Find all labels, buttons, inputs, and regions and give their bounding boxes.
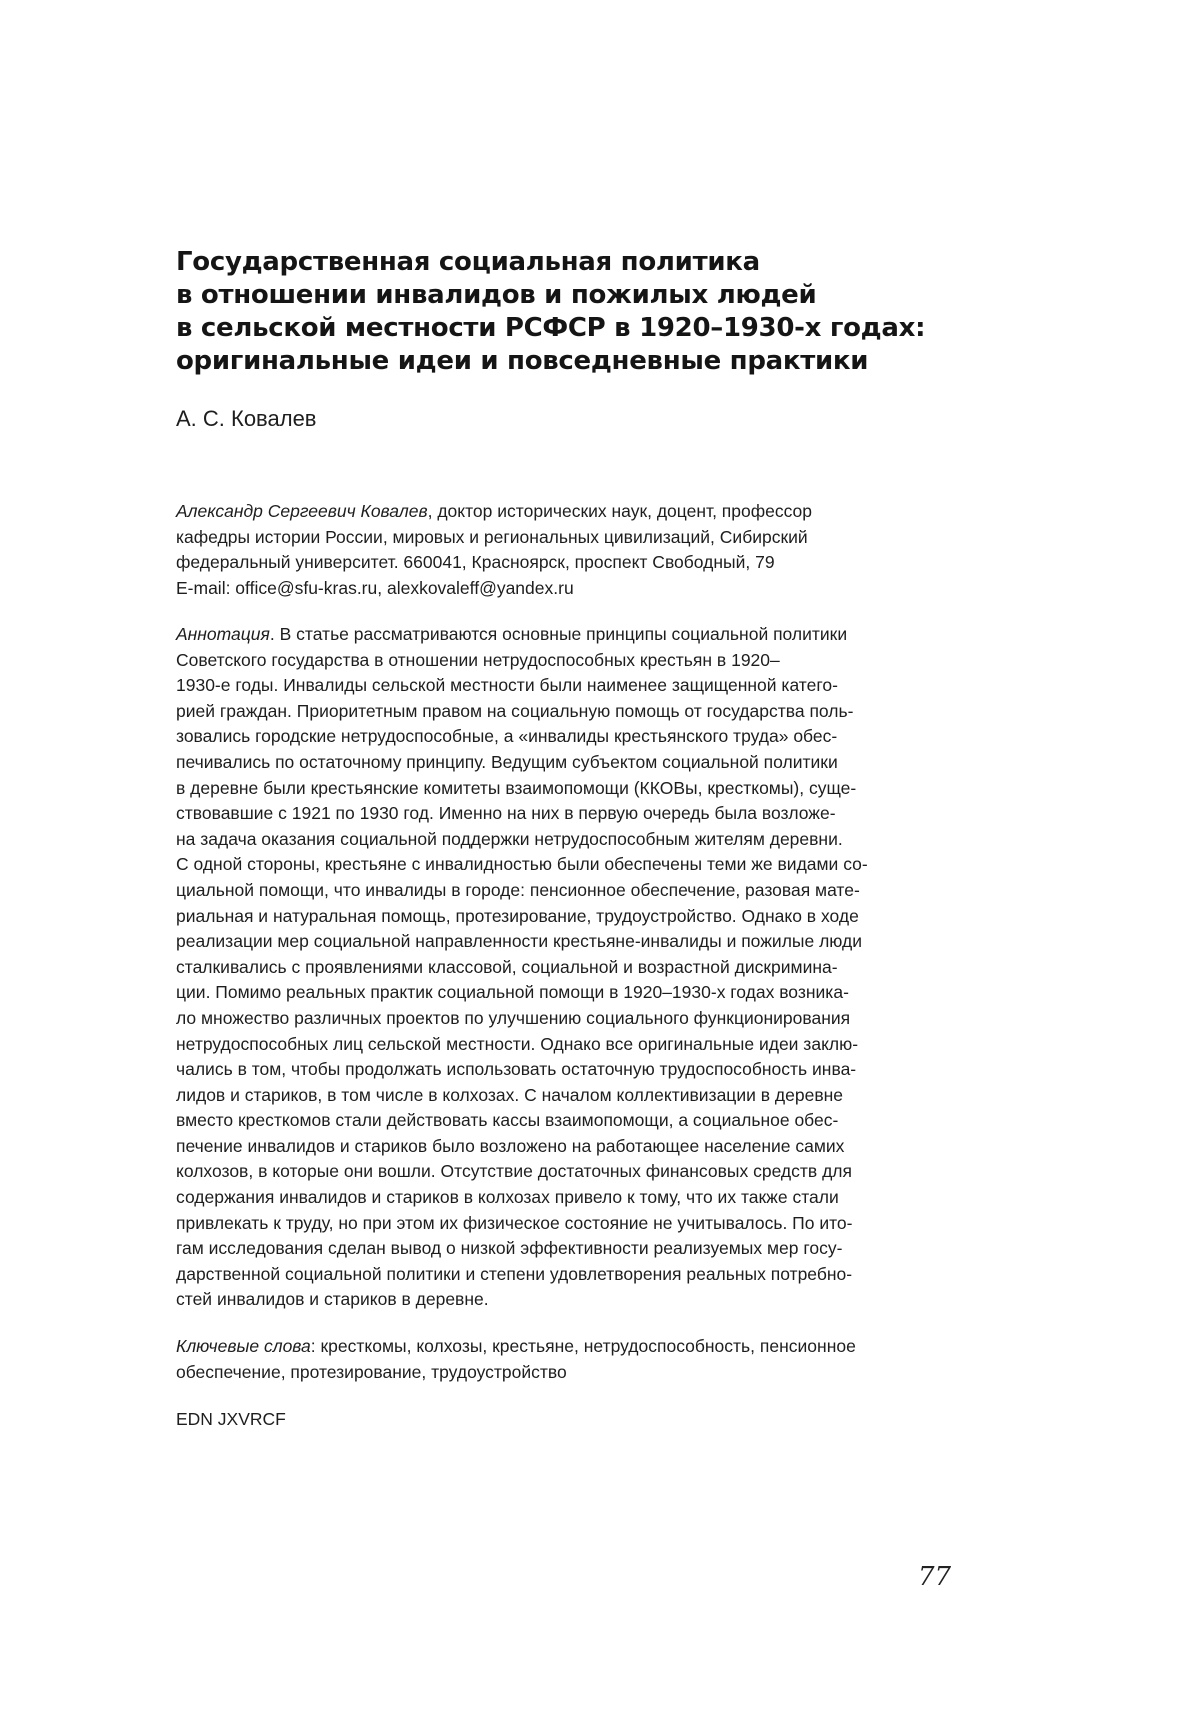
title-line: Государственная социальная политика (176, 246, 956, 279)
keywords-line: обеспечение, протезирование, трудоустройство (176, 1360, 956, 1386)
title-line: в отношении инвалидов и пожилых людей (176, 279, 956, 312)
abstract-line: рией граждан. Приоритетным правом на социальную помощь от государства поль- (176, 699, 956, 725)
affiliation-line (176, 499, 956, 525)
abstract-line: печивались по остаточному принципу. Ведущим субъектом социальной политики (176, 750, 956, 776)
author-name: А. С. Ковалев (176, 406, 956, 432)
abstract-line: привлекать к труду, но при этом их физическое состояние не учитывалось. По ито- (176, 1211, 956, 1237)
keywords-line (176, 1334, 956, 1360)
abstract-line: риальная и натуральная помощь, протезирование, трудоустройство. Однако в ходе (176, 904, 956, 930)
title-line: оригинальные идеи и повседневные практики (176, 345, 956, 378)
abstract-line: стей инвалидов и стариков в деревне. (176, 1287, 956, 1313)
affiliation-line: кафедры истории России, мировых и региональных цивилизаций, Сибирский (176, 525, 956, 551)
abstract-line: на задача оказания социальной поддержки нетрудоспособным жителям деревни. (176, 827, 956, 853)
abstract-line: колхозов, в которые они вошли. Отсутствие достаточных финансовых средств для (176, 1159, 956, 1185)
keywords-label: Ключевые слова (176, 1336, 311, 1356)
abstract-line: дарственной социальной политики и степени удовлетворения реальных потребно- (176, 1262, 956, 1288)
page-number: 77 (918, 1562, 951, 1592)
abstract-line: лидов и стариков, в том числе в колхозах. С началом коллективизации в деревне (176, 1083, 956, 1109)
keywords (176, 1334, 956, 1385)
abstract-line: печение инвалидов и стариков было возложено на работающее население самих (176, 1134, 956, 1160)
abstract-line: в деревне были крестьянские комитеты взаимопомощи (ККОВы, кресткомы), суще- (176, 776, 956, 802)
affiliation-text: , доктор исторических наук, доцент, профессор (428, 501, 812, 521)
keywords-text: : кресткомы, колхозы, крестьяне, нетрудоспособность, пенсионное (311, 1336, 856, 1356)
abstract-line: чались в том, чтобы продолжать использовать остаточную трудоспособность инва- (176, 1057, 956, 1083)
abstract-line: содержания инвалидов и стариков в колхозах привело к тому, что их также стали (176, 1185, 956, 1211)
affiliation-line: федеральный университет. 660041, Красноярск, проспект Свободный, 79 (176, 550, 956, 576)
article-title (176, 246, 956, 378)
abstract-line: нетрудоспособных лиц сельской местности. Однако все оригинальные идеи заклю- (176, 1032, 956, 1058)
abstract-line: ции. Помимо реальных практик социальной помощи в 1920–1930-х годах возника- (176, 980, 956, 1006)
abstract-line: ствовавшие с 1921 по 1930 год. Именно на них в первую очередь была возложе- (176, 801, 956, 827)
abstract-line: зовались городские нетрудоспособные, а «инвалиды крестьянского труда» обес- (176, 724, 956, 750)
abstract-line: гам исследования сделан вывод о низкой эффективности реализуемых мер госу- (176, 1236, 956, 1262)
abstract-label: Аннотация (176, 624, 270, 644)
abstract-line: вместо кресткомов стали действовать кассы взаимопомощи, а социальное обес- (176, 1108, 956, 1134)
article-page (176, 246, 956, 1432)
abstract-line: ло множество различных проектов по улучшению социального функционирования (176, 1006, 956, 1032)
abstract-line: сталкивались с проявлениями классовой, социальной и возрастной дискримина- (176, 955, 956, 981)
edn-code: EDN JXVRCF (176, 1407, 956, 1432)
abstract-line: С одной стороны, крестьяне с инвалидностью были обеспечены теми же видами со- (176, 852, 956, 878)
email-line: E-mail: office@sfu-kras.ru, alexkovaleff@yandex.ru (176, 576, 956, 602)
abstract-text: . В статье рассматриваются основные принципы социальной политики (270, 624, 847, 644)
abstract-line (176, 622, 956, 648)
author-affiliation (176, 499, 956, 601)
abstract-line: 1930-е годы. Инвалиды сельской местности были наименее защищенной катего- (176, 673, 956, 699)
abstract-line: реализации мер социальной направленности крестьяне-инвалиды и пожилые люди (176, 929, 956, 955)
title-line: в сельской местности РСФСР в 1920–1930-х годах: (176, 312, 956, 345)
abstract-line: Советского государства в отношении нетрудоспособных крестьян в 1920– (176, 648, 956, 674)
author-full-name: Александр Сергеевич Ковалев (176, 501, 428, 521)
abstract (176, 622, 956, 1313)
abstract-line: циальной помощи, что инвалиды в городе: пенсионное обеспечение, разовая мате- (176, 878, 956, 904)
